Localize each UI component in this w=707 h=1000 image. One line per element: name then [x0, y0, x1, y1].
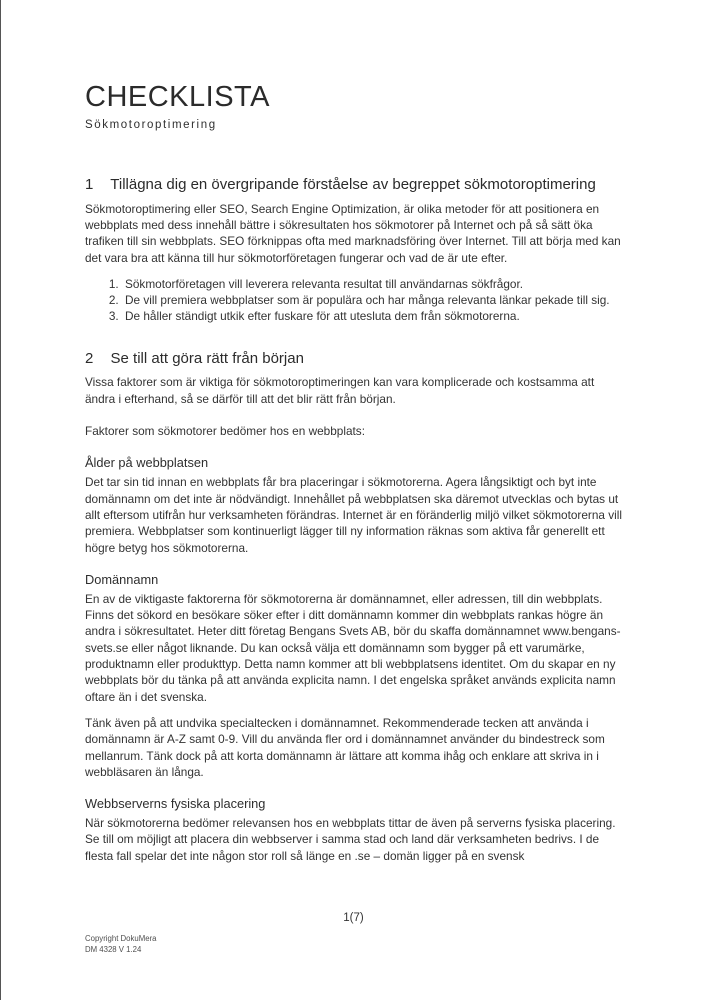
section-2-title: Se till att göra rätt från början: [110, 349, 304, 367]
subsection-age-paragraph: Det tar sin tid innan en webbplats får bra placeringar i sökmotorerna. Agera långsiktigt och byt inte domännamn om det inte är nödvändigt. Innehållet på webbplatsen ska däremot utvecklas och bytas ut allt eftersom utifrån hur verksamheten förändras. Internet är en föränderlig miljö vilket sökmotorerna vill premiera. Webbplatser som kontinuerligt lägger till ny information räknas som aktiva får generellt ett högre betyg hos sökmotorerna.: [85, 475, 622, 555]
section-1-paragraph: Sökmotoroptimering eller SEO, Search Engine Optimization, är olika metoder för att positionera en webbplats med dess innehåll bättre i sökresultaten hos sökmotorer på Internet och på så sätt öka trafiken till sin webbplats. SEO förknippas ofta med marknadsföring över Internet. Till att börja med kan det vara bra att känna till hur sökmotorföretagen fungerar och vad de är ute efter.: [85, 201, 621, 265]
section-1-number: 1: [85, 175, 94, 193]
subsection-domain-heading: Domännamn: [85, 571, 159, 587]
factors-lead-in: Faktorer som sökmotorer bedömer hos en webbplats:: [85, 424, 365, 439]
list-item: 2. De vill premiera webbplatser som är populära och har många relevanta länkar pekade till sig.: [122, 292, 626, 308]
numbered-list: [85, 276, 626, 325]
subsection-age-heading: Ålder på webbplatsen: [85, 455, 209, 471]
copyright-line: Copyright DokuMera: [85, 934, 157, 943]
document-title: CHECKLISTA: [85, 81, 270, 113]
subsection-server-heading: Webbserverns fysiska placering: [85, 796, 266, 812]
subsection-domain-paragraph-2: Tänk även på att undvika specialtecken i domännamnet. Rekommenderade tecken att använda i domännamn är A-Z samt 0-9. Vill du använda fler ord i domännamnet använder du bindestreck som mellanrum. Tänk dock på att korta domännamn är lättare att komma ihåg och enklare att skriva in i webbläsaren än långa.: [85, 715, 605, 779]
section-1-title: Tillägna dig en övergripande förståelse av begreppet sökmotoroptimering: [110, 175, 596, 193]
section-2-number: 2: [85, 349, 94, 367]
document-id: DM 4328 V 1.24: [85, 944, 142, 954]
section-2-heading: [85, 350, 626, 369]
page-left-edge-line: [0, 0, 1, 1000]
document-content: [85, 0, 626, 874]
subsection-domain-paragraph-1: En av de viktigaste faktorerna för sökmotorerna är domännamnet, eller adressen, till din webbplats. Finns det sökord en besökare söker efter i ditt domännamn kommer din webbplats rankas högre än andra i sökresultatet. Heter ditt företag Bengans Svets AB, bör du skaffa domännamnet www.bengans-svets.se eller något liknande. Du kan också välja ett domännamn som bygger på ett varumärke, produktnamn eller produkttyp. Detta namn kommer att bli webbplatsens identitet. Om du skapar en ny webbplats bör du tänka på att använda explicita namn. I det engelska språket används explicita namn oftare än i det svenska.: [85, 591, 621, 704]
copyright-notice: [85, 934, 157, 955]
page-number: 1(7): [343, 912, 364, 924]
document-subtitle: Sökmotoroptimering: [85, 118, 217, 131]
subsection-server-paragraph: När sökmotorerna bedömer relevansen hos en webbplats tittar de även på serverns fysiska placering. Se till om möjligt att placera din webbserver i samma stad och land där verksamheten bedrivs. I de flesta fall spelar det inte någon stor roll så länge en .se – domän ligger på en svensk: [85, 816, 616, 863]
list-item: 3. De håller ständigt utkik efter fuskare för att utesluta dem från sökmotorerna.: [122, 308, 626, 324]
section-1-heading: [85, 176, 626, 195]
list-item: 1. Sökmotorföretagen vill leverera relevanta resultat till användarnas sökfrågor.: [122, 276, 626, 292]
section-2-paragraph: Vissa faktorer som är viktiga för sökmotoroptimeringen kan vara komplicerade och kostsamma att ändra i efterhand, så se därför till att det blir rätt från början.: [85, 375, 595, 406]
